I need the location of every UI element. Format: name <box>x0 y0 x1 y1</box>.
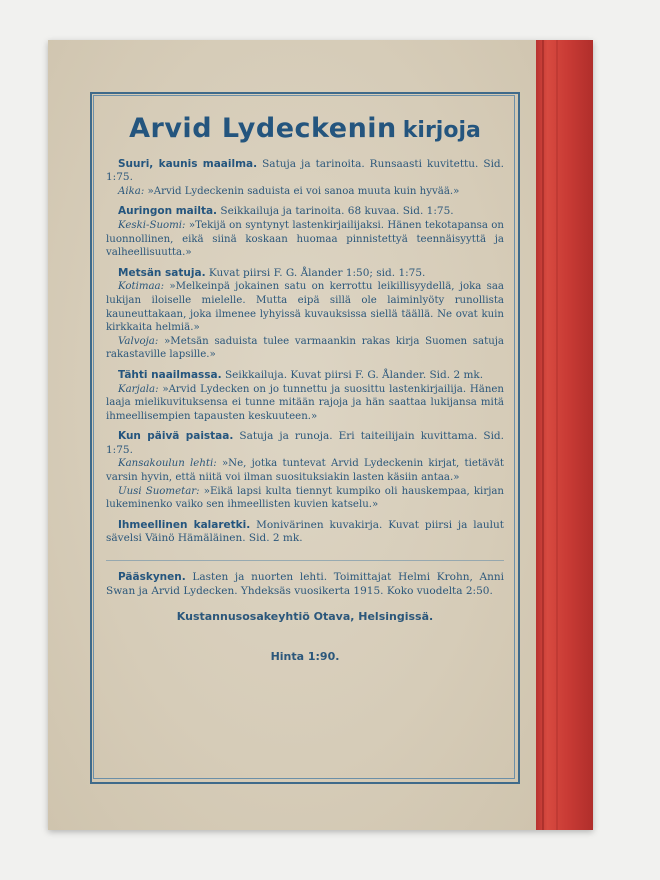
spine-edge <box>542 40 544 830</box>
book-entry <box>106 205 504 259</box>
section-divider <box>106 560 504 561</box>
review-text: »Ne, jotka tuntevat Arvid Lydeckenin kirjat, tietävät varsin hyvin, että niitä voi ilman suosituksiakin lasten käsiin antaa.» <box>106 458 504 484</box>
review-text: »Eikä lapsi kulta tiennyt kumpiko oli hauskempaa, kirjan lukeminenko vaiko sen ihmeellisten kuvien katselu.» <box>106 485 504 511</box>
book-title: Tähti naailmassa. <box>118 368 222 381</box>
review-source: Uusi Suometar: <box>118 485 200 497</box>
book-description: Satuja ja runoja. Eri taiteilijain kuvittama. Sid. 1:75. <box>106 430 504 456</box>
review-text: »Arvid Lydeckenin saduista ei voi sanoa muuta kuin hyvää.» <box>147 185 460 197</box>
magazine-title: Pääskynen. <box>118 571 186 584</box>
page-title <box>106 113 504 144</box>
review-source: Keski-Suomi: <box>118 219 186 231</box>
book-back-cover <box>48 40 593 830</box>
book-title: Suuri, kaunis maailma. <box>118 157 258 170</box>
magazine-description: Lasten ja nuorten lehti. Toimittajat Helmi Krohn, Anni Swan ja Arvid Lydecken. Yhdeksäs vuosikerta 1915. Koko vuodelta 2:50. <box>106 571 504 597</box>
book-spine <box>536 40 593 830</box>
review-text: »Arvid Lydecken on jo tunnettu ja suosittu lastenkirjailija. Hänen laaja mielikuvituksensa ei tunne mitään rajoja ja hän saattaa lukijansa mitä ihmeellisempien tapausten keskuuteen.» <box>106 383 504 422</box>
review-text: »Melkeinpä jokainen satu on kerrottu leikillisyydellä, joka saa lukijan iloiselle mielelle. Mutta eipä sillä ole laiminlyöty runollista kauneuttakaan, joka ilmenee lyhyissä kuvauksissa siellä täällä. Ne ovat kuin kirkkaita helmiä.» <box>106 281 504 334</box>
book-entry <box>106 519 504 546</box>
book-description: Kuvat piirsi F. G. Ålander 1:50; sid. 1:75. <box>208 266 426 279</box>
book-title: Kun päivä paistaa. <box>118 430 234 443</box>
title-main: Arvid Lydeckenin <box>129 113 397 144</box>
book-title: Auringon mailta. <box>118 205 218 218</box>
book-entry <box>106 267 504 362</box>
price-label: Hinta 1:90. <box>270 649 340 663</box>
magazine-entry <box>106 571 504 598</box>
review-source: Valvoja: <box>118 335 159 347</box>
cover-paper <box>48 40 536 830</box>
publisher-line: Kustannusosakeyhtiö Otava, Helsingissä. <box>176 610 434 624</box>
review-source: Karjala: <box>118 383 159 395</box>
review-source: Aika: <box>118 185 145 197</box>
book-description: Monivärinen kuvakirja. Kuvat piirsi ja laulut sävelsi Väinö Hämäläinen. Sid. 2 mk. <box>106 518 505 545</box>
review-text: »Tekijä on syntynyt lastenkirjailijaksi. Hänen tekotapansa on luonnollinen, eikä siinä koskaan huomaa pinnistettyä teennäisyyttä ja valheellisuutta.» <box>106 219 504 259</box>
book-description: Seikkailuja ja tarinoita. 68 kuvaa. Sid. 1:75. <box>220 205 454 218</box>
review-text: »Metsän saduista tulee varmaankin rakas kirja Suomen satuja rakastaville lapsille.» <box>106 335 504 361</box>
book-description: Seikkailuja. Kuvat piirsi F. G. Ålander. Sid. 2 mk. <box>224 368 484 381</box>
book-entry <box>106 430 504 512</box>
book-entry <box>106 369 504 423</box>
review-source: Kotimaa: <box>118 281 165 293</box>
review-source: Kansakoulun lehti: <box>118 458 217 470</box>
book-description: Satuja ja tarinoita. Runsaasti kuvitettu. Sid. 1:75. <box>106 157 504 184</box>
catalog-content <box>106 100 504 663</box>
book-title: Ihmeellinen kalaretki. <box>118 518 251 531</box>
title-suffix: kirjoja <box>402 118 481 143</box>
spine-edge <box>556 40 558 830</box>
book-title: Metsän satuja. <box>118 266 206 279</box>
book-entry <box>106 158 504 199</box>
